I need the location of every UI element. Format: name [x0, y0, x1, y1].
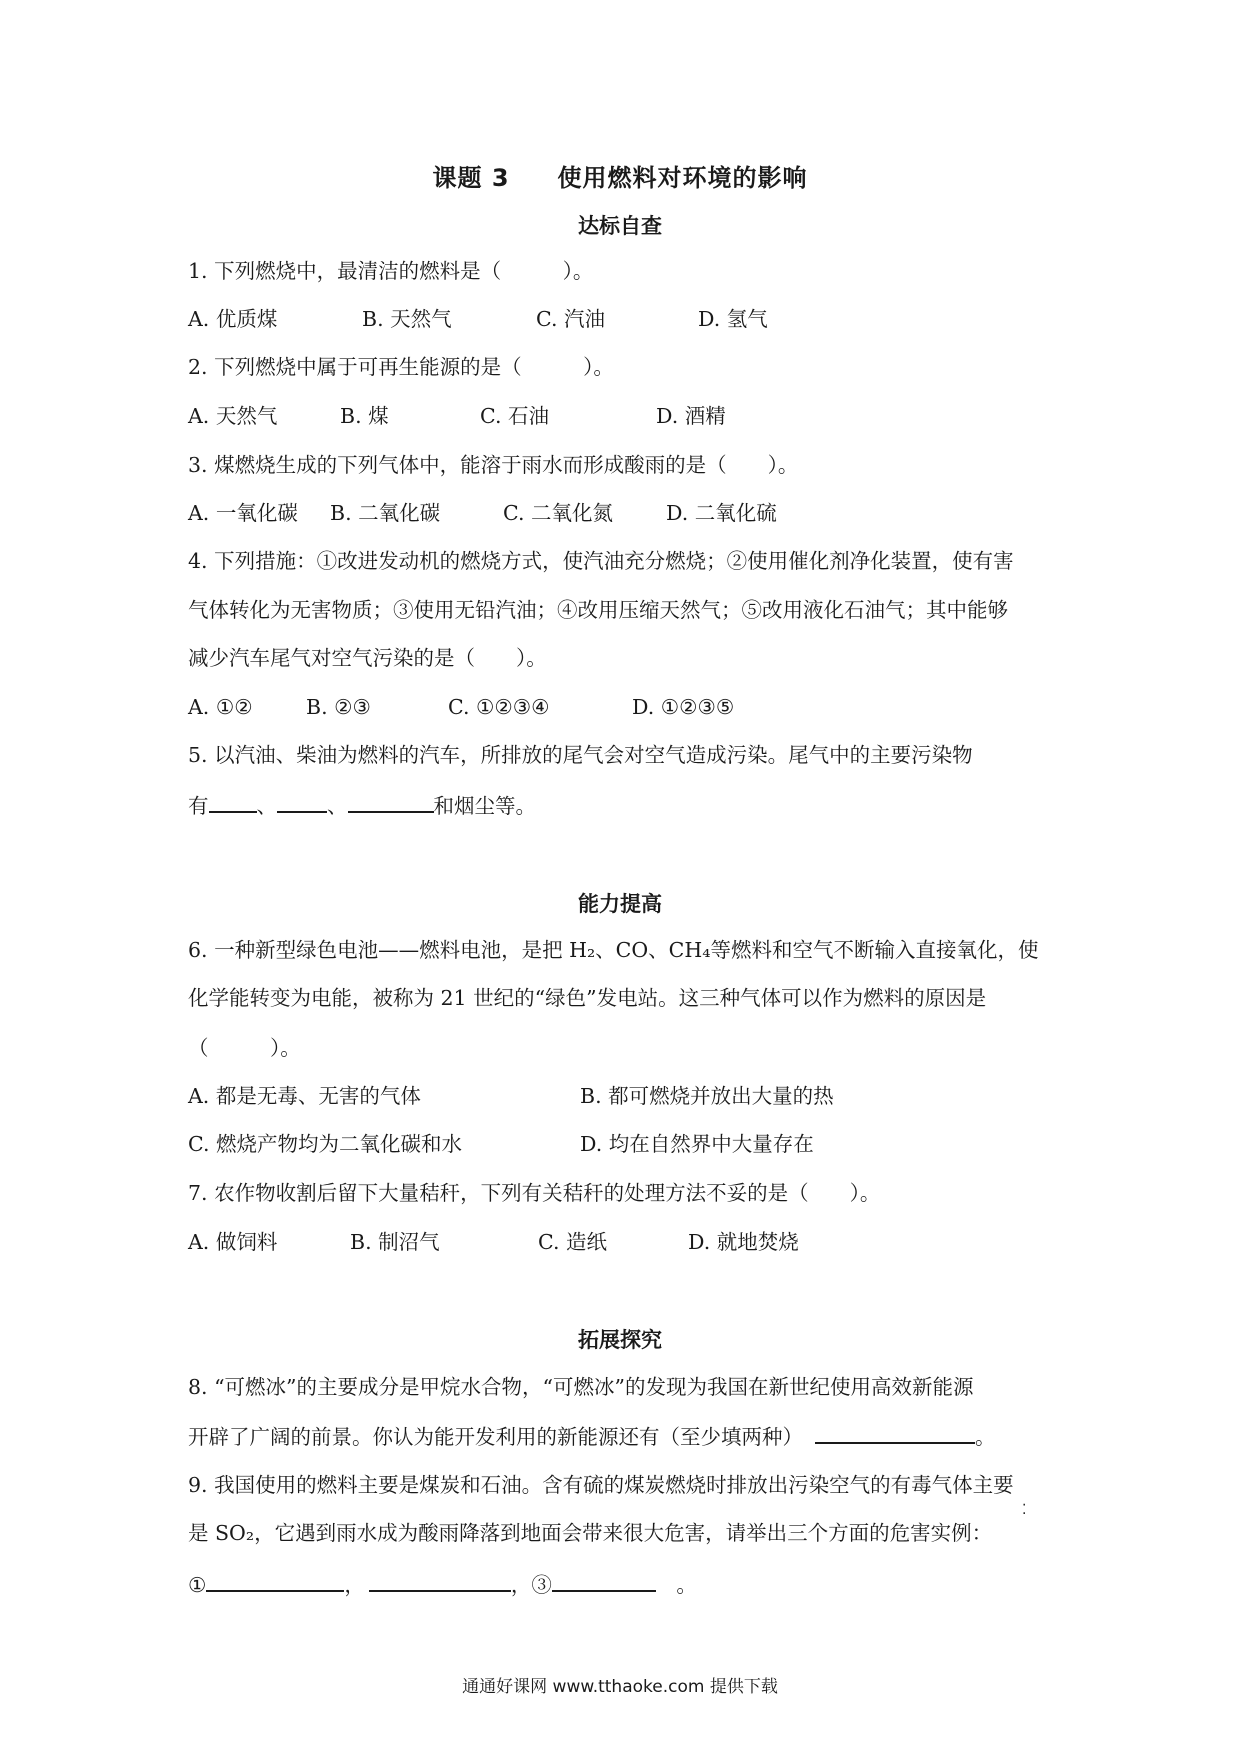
q9-separator-1: ， [344, 1573, 365, 1597]
q1-option-c: C. 汽油 [536, 307, 605, 331]
q7-option-d: D. 就地焚烧 [688, 1230, 799, 1254]
question-6-line-3: （ ）。 [188, 1036, 301, 1060]
q2-option-a: A. 天然气 [188, 404, 278, 428]
q5-separator-1: 、 [256, 794, 277, 818]
section-heading-extension: 拓展探究 [578, 1328, 662, 1352]
q2-option-b: B. 煤 [340, 404, 389, 428]
q5-answer-blank-1[interactable] [209, 789, 257, 813]
q8-line-2-text: 开辟了广阔的前景。你认为能开发利用的新能源还有（至少填两种） [188, 1425, 803, 1449]
q6-option-c: C. 燃烧产物均为二氧化碳和水 [188, 1132, 462, 1156]
lesson-topic: 使用燃料对环境的影响 [557, 164, 808, 192]
q5-separator-2: 、 [327, 794, 348, 818]
q4-option-b: B. ②③ [306, 695, 371, 719]
question-5-line-2 [188, 789, 536, 821]
question-8-line-2 [188, 1420, 996, 1452]
question-3-stem: 3. 煤燃烧生成的下列气体中，能溶于雨水而形成酸雨的是（ ）。 [188, 453, 799, 477]
q1-option-a: A. 优质煤 [188, 307, 278, 331]
q9-end: 。 [655, 1573, 697, 1597]
question-2-stem: 2. 下列燃烧中属于可再生能源的是（ ）。 [188, 355, 614, 379]
question-9-line-3 [188, 1568, 697, 1600]
q6-option-d: D. 均在自然界中大量存在 [580, 1132, 814, 1156]
q6-option-a: A. 都是无毒、无害的气体 [188, 1084, 421, 1108]
q5-answer-blank-3[interactable] [348, 789, 434, 813]
q5-suffix: 和烟尘等。 [433, 794, 536, 818]
q9-answer-blank-1[interactable] [206, 1568, 344, 1592]
q1-option-b: B. 天然气 [362, 307, 452, 331]
question-4-line-2: 气体转化为无害物质；③使用无铅汽油；④改用压缩天然气；⑤改用液化石油气；其中能够 [188, 598, 1008, 622]
q3-option-c: C. 二氧化氮 [503, 501, 613, 525]
question-4-line-1: 4. 下列措施：①改进发动机的燃烧方式，使汽油充分燃烧；②使用催化剂净化装置，使有害 [188, 549, 1014, 573]
q2-option-c: C. 石油 [480, 404, 549, 428]
page-footer: 通通好课网 www.tthaoke.com 提供下载 [462, 1677, 778, 1697]
q5-answer-blank-2[interactable] [277, 789, 327, 813]
q9-marker-1: ① [188, 1573, 207, 1597]
q3-option-d: D. 二氧化硫 [666, 501, 777, 525]
q3-option-b: B. 二氧化碳 [330, 501, 441, 525]
q4-option-c: C. ①②③④ [448, 695, 550, 719]
question-9-line-1: 9. 我国使用的燃料主要是煤炭和石油。含有硫的煤炭燃烧时排放出污染空气的有毒气体主要 [188, 1473, 1014, 1497]
q8-end: 。 [975, 1425, 996, 1449]
question-1-stem: 1. 下列燃烧中，最清洁的燃料是（ ）。 [188, 259, 594, 283]
page-title [0, 158, 1240, 193]
q3-option-a: A. 一氧化碳 [188, 501, 298, 525]
section-heading-self-check: 达标自查 [578, 214, 662, 238]
stray-mark: ⁚ [1022, 1502, 1027, 1518]
q6-option-b: B. 都可燃烧并放出大量的热 [580, 1084, 834, 1108]
q2-option-d: D. 酒精 [656, 404, 726, 428]
q5-prefix: 有 [188, 794, 209, 818]
question-7-stem: 7. 农作物收割后留下大量秸秆，下列有关秸秆的处理方法不妥的是（ ）。 [188, 1181, 881, 1205]
q7-option-c: C. 造纸 [538, 1230, 607, 1254]
section-heading-ability: 能力提高 [578, 892, 662, 916]
question-4-line-3: 减少汽车尾气对空气污染的是（ ）。 [188, 646, 547, 670]
question-9-line-2: 是 SO₂，它遇到雨水成为酸雨降落到地面会带来很大危害，请举出三个方面的危害实例： [188, 1521, 993, 1545]
q9-answer-blank-2[interactable] [369, 1568, 511, 1592]
question-6-line-2: 化学能转变为电能，被称为 21 世纪的“绿色”发电站。这三种气体可以作为燃料的原因是 [188, 986, 987, 1010]
question-5-line-1: 5. 以汽油、柴油为燃料的汽车，所排放的尾气会对空气造成污染。尾气中的主要污染物 [188, 743, 973, 767]
q4-option-a: A. ①② [188, 695, 253, 719]
question-8-line-1: 8. “可燃冰”的主要成分是甲烷水合物，“可燃冰”的发现为我国在新世纪使用高效新能源 [188, 1375, 974, 1399]
lesson-number: 课题 3 [432, 164, 510, 192]
q9-answer-blank-3[interactable] [552, 1568, 656, 1592]
q7-option-a: A. 做饲料 [188, 1230, 278, 1254]
q1-option-d: D. 氢气 [698, 307, 768, 331]
question-6-line-1: 6. 一种新型绿色电池——燃料电池，是把 H₂、CO、CH₄等燃料和空气不断输入直接氧化，使 [188, 938, 1039, 962]
q8-answer-blank[interactable] [815, 1420, 975, 1444]
q7-option-b: B. 制沼气 [350, 1230, 440, 1254]
q9-separator-2: ，③ [510, 1573, 552, 1597]
q4-option-d: D. ①②③⑤ [632, 695, 735, 719]
